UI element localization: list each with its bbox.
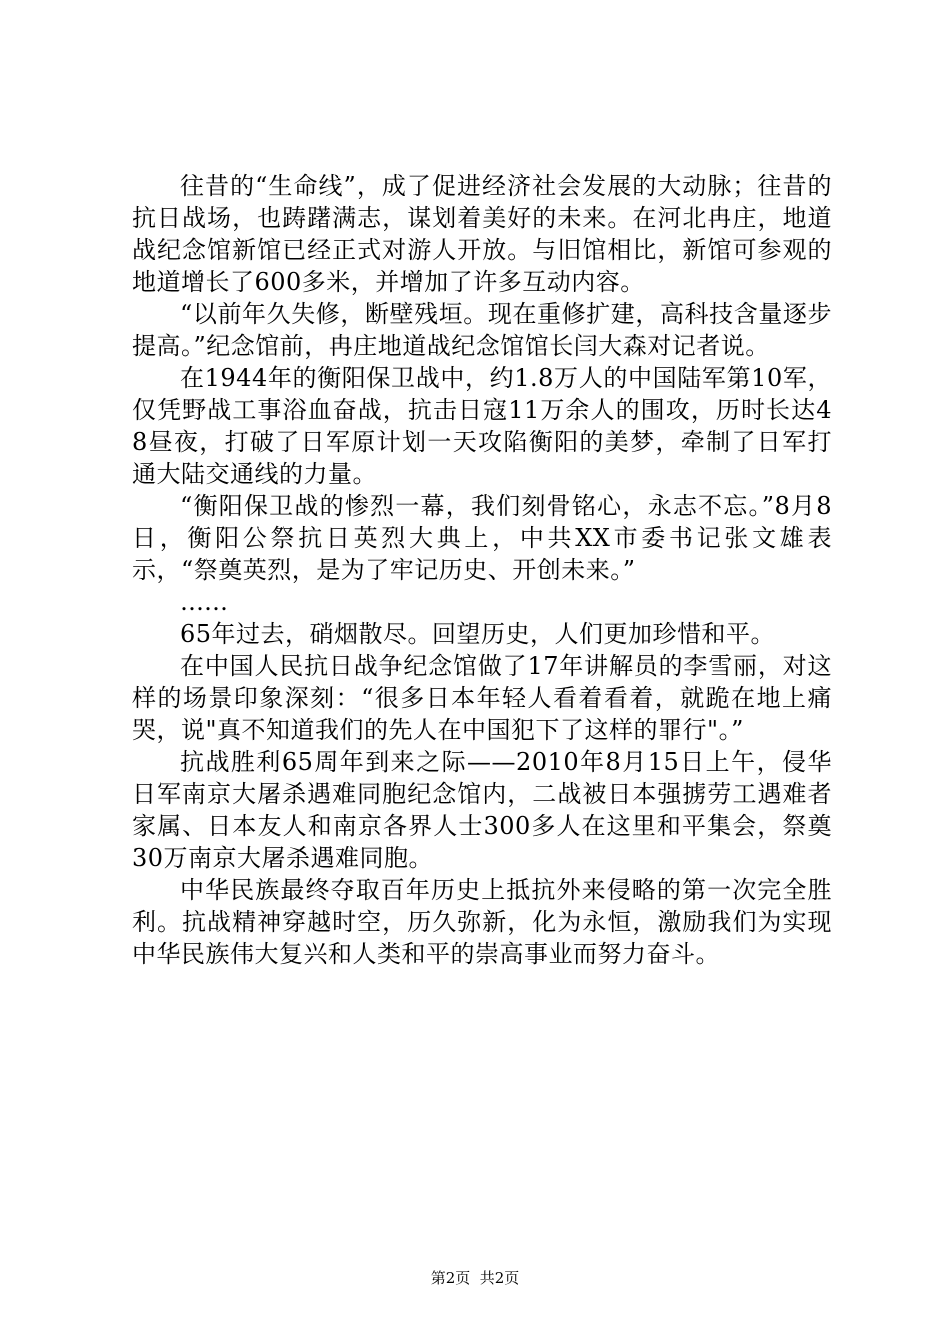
paragraph-9: 中华民族最终夺取百年历史上抵抗外来侵略的第一次完全胜利。抗战精神穿越时空，历久弥新，化为永恒，激励我们为实现中华民族伟大复兴和人类和平的崇高事业而努力奋斗。 — [132, 876, 832, 968]
paragraph-3: 在1944年的衡阳保卫战中，约1.8万人的中国陆军第10军，仅凭野战工事浴血奋战，抗击日寇11万余人的围攻，历时长达48昼夜，打破了日军原计划一天攻陷衡阳的美梦，牵制了日军打通大陆交通线的力量。 — [132, 364, 832, 488]
paragraph-1: 往昔的“生命线”，成了促进经济社会发展的大动脉；往昔的抗日战场，也踌躇满志，谋划着美好的未来。在河北冉庄，地道战纪念馆新馆已经正式对游人开放。与旧馆相比，新馆可参观的地道增长了600多米，并增加了许多互动内容。 — [132, 172, 832, 296]
paragraph-2: “以前年久失修，断壁残垣。现在重修扩建，高科技含量逐步提高。”纪念馆前，冉庄地道战纪念馆馆长闫大森对记者说。 — [132, 300, 832, 360]
document-body — [132, 170, 832, 970]
paragraph-8: 抗战胜利65周年到来之际——2010年8月15日上午，侵华日军南京大屠杀遇难同胞纪念馆内，二战被日本强掳劳工遇难者家属、日本友人和南京各界人士300多人在这里和平集会，祭奠30万南京大屠杀遇难同胞。 — [132, 748, 832, 872]
page-footer — [0, 1268, 950, 1288]
paragraph-ellipsis: …… — [180, 588, 228, 616]
page-number-label: 第2页 共2页 — [430, 1269, 520, 1287]
paragraph-7: 在中国人民抗日战争纪念馆做了17年讲解员的李雪丽，对这样的场景印象深刻：“很多日本年轻人看着看着，就跪在地上痛哭，说"真不知道我们的先人在中国犯下了这样的罪行"。” — [132, 652, 832, 744]
paragraph-6: 65年过去，硝烟散尽。回望历史，人们更加珍惜和平。 — [180, 620, 776, 648]
paragraph-4: “衡阳保卫战的惨烈一幕，我们刻骨铭心，永志不忘。”8月8日，衡阳公祭抗日英烈大典上，中共XX市委书记张文雄表示，“祭奠英烈，是为了牢记历史、开创未来。” — [132, 492, 832, 584]
